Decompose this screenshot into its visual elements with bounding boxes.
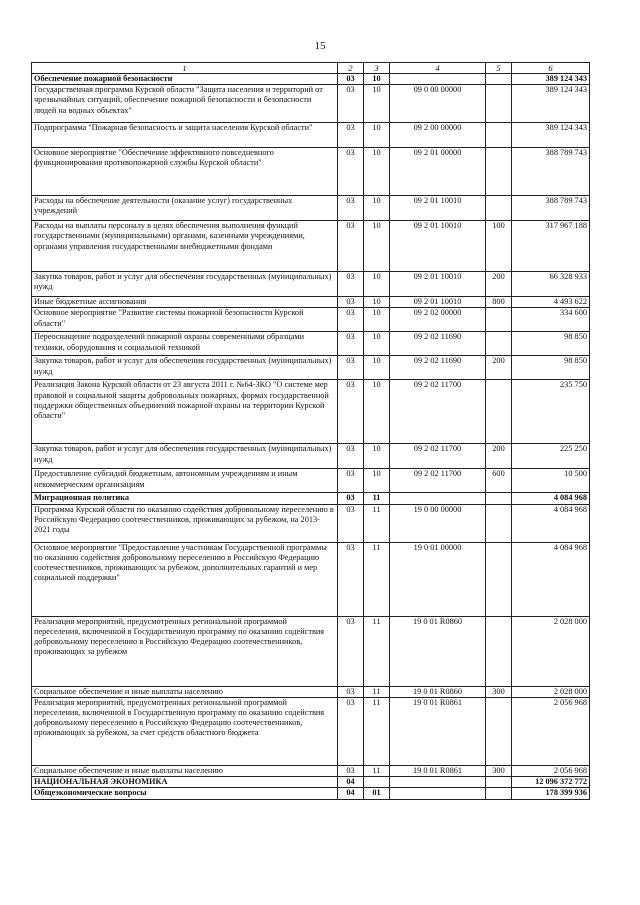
row-name: Общеэкономические вопросы [32, 788, 338, 800]
row-target-article: 09 2 01 00000 [390, 148, 486, 196]
row-amount: 2 056 968 [512, 697, 590, 765]
column-header-4: 4 [390, 63, 486, 74]
table-header-row [32, 63, 590, 74]
row-amount: 2 028 000 [512, 686, 590, 697]
row-razdel: 03 [338, 542, 364, 616]
row-name: Реализация мероприятий, предусмотренных региональной программой переселения, включенной в Государственную программу по оказанию содействия добровольному переселению в Российскую Федерацию соотечественников, проживающих за рубежом [32, 616, 338, 686]
table-row [32, 765, 590, 776]
row-target-article: 19 0 01 R0861 [390, 765, 486, 776]
table-row [32, 308, 590, 332]
row-expense-type: 200 [486, 272, 512, 297]
row-expense-type [486, 85, 512, 123]
row-podrazdel: 10 [364, 74, 390, 85]
row-amount: 4 084 968 [512, 542, 590, 616]
row-target-article: 09 2 01 10010 [390, 221, 486, 272]
row-razdel: 03 [338, 123, 364, 148]
table-row [32, 297, 590, 308]
row-expense-type [486, 332, 512, 356]
row-podrazdel: 11 [364, 542, 390, 616]
row-razdel: 03 [338, 85, 364, 123]
row-razdel: 03 [338, 469, 364, 493]
row-target-article: 09 2 01 10010 [390, 297, 486, 308]
row-name: Закупка товаров, работ и услуг для обеспечения государственных (муниципальных) нужд [32, 444, 338, 469]
table-row [32, 85, 590, 123]
row-target-article: 09 2 02 11700 [390, 444, 486, 469]
row-target-article: 09 2 02 11690 [390, 332, 486, 356]
row-expense-type [486, 196, 512, 221]
row-amount: 389 124 343 [512, 85, 590, 123]
row-name: Переоснащение подразделений пожарной охраны современными образцами техники, оборудования и социальной техникой [32, 332, 338, 356]
row-target-article: 09 0 00 00000 [390, 85, 486, 123]
row-name: Обеспечение пожарной безопасности [32, 74, 338, 85]
row-razdel: 03 [338, 765, 364, 776]
budget-table-body [32, 74, 590, 800]
row-expense-type [486, 777, 512, 788]
row-amount: 178 399 936 [512, 788, 590, 800]
row-razdel: 03 [338, 196, 364, 221]
table-row [32, 788, 590, 800]
row-target-article: 09 2 01 10010 [390, 196, 486, 221]
row-razdel: 03 [338, 308, 364, 332]
row-name: Расходы на выплаты персоналу в целях обеспечения выполнения функций государственными (муниципальными) органами, казенными учреждениями, органами управления государственными внебюджетными фондами [32, 221, 338, 272]
row-podrazdel: 10 [364, 356, 390, 380]
row-target-article: 09 2 00 00000 [390, 123, 486, 148]
table-row [32, 444, 590, 469]
row-amount: 4 084 968 [512, 504, 590, 542]
row-razdel: 03 [338, 272, 364, 297]
row-name: Программа Курской области по оказанию содействия добровольному переселению в Российскую Федерацию соотечественников, проживающих за рубежом, на 2013-2021 годы [32, 504, 338, 542]
row-expense-type: 200 [486, 444, 512, 469]
row-target-article: 19 0 00 00000 [390, 504, 486, 542]
row-target-article [390, 74, 486, 85]
row-razdel: 03 [338, 332, 364, 356]
row-razdel: 04 [338, 788, 364, 800]
row-podrazdel: 01 [364, 788, 390, 800]
row-target-article: 19 0 01 00000 [390, 542, 486, 616]
row-amount: 388 789 743 [512, 148, 590, 196]
table-row [32, 123, 590, 148]
row-expense-type: 300 [486, 686, 512, 697]
table-row [32, 777, 590, 788]
row-name: Закупка товаров, работ и услуг для обеспечения государственных (муниципальных) нужд [32, 272, 338, 297]
row-razdel: 03 [338, 297, 364, 308]
row-podrazdel: 10 [364, 308, 390, 332]
row-podrazdel: 11 [364, 504, 390, 542]
row-name: Предоставление субсидий бюджетным, автономным учреждениям и иным некоммерческим организациям [32, 469, 338, 493]
row-name: Подпрограмма "Пожарная безопасность и защита населения Курской области" [32, 123, 338, 148]
row-target-article [390, 777, 486, 788]
row-name: Расходы на обеспечение деятельности (оказание услуг) государственных учреждений [32, 196, 338, 221]
row-razdel: 03 [338, 356, 364, 380]
row-expense-type [486, 697, 512, 765]
row-name: Основное мероприятие "Предоставление участникам Государственной программы по оказанию содействия добровольному переселению в Российскую Федерацию соотечественников, проживающих за рубежом, дополнительных гарантий и мер социальной поддержки" [32, 542, 338, 616]
row-podrazdel: 10 [364, 272, 390, 297]
row-expense-type: 300 [486, 765, 512, 776]
budget-table [31, 62, 590, 800]
column-header-5: 5 [486, 63, 512, 74]
row-amount: 10 500 [512, 469, 590, 493]
row-expense-type [486, 788, 512, 800]
row-target-article: 09 2 01 10010 [390, 272, 486, 297]
row-podrazdel: 10 [364, 85, 390, 123]
row-target-article: 09 2 02 11700 [390, 380, 486, 444]
row-podrazdel [364, 777, 390, 788]
row-razdel: 03 [338, 697, 364, 765]
row-expense-type [486, 308, 512, 332]
table-row [32, 380, 590, 444]
row-amount: 389 124 343 [512, 123, 590, 148]
row-razdel: 03 [338, 221, 364, 272]
row-amount: 2 056 968 [512, 765, 590, 776]
row-expense-type: 600 [486, 469, 512, 493]
row-expense-type [486, 493, 512, 504]
row-expense-type: 200 [486, 356, 512, 380]
row-name: Социальное обеспечение и иные выплаты населению [32, 686, 338, 697]
row-amount: 12 096 372 772 [512, 777, 590, 788]
row-razdel: 03 [338, 444, 364, 469]
row-razdel: 03 [338, 493, 364, 504]
row-target-article [390, 493, 486, 504]
row-razdel: 03 [338, 380, 364, 444]
row-expense-type [486, 504, 512, 542]
row-name: Миграционная политика [32, 493, 338, 504]
row-expense-type: 100 [486, 221, 512, 272]
row-podrazdel: 10 [364, 123, 390, 148]
row-target-article: 19 0 01 R0861 [390, 697, 486, 765]
table-row [32, 272, 590, 297]
row-podrazdel: 10 [364, 196, 390, 221]
row-amount: 389 124 343 [512, 74, 590, 85]
row-target-article: 19 0 01 R0860 [390, 616, 486, 686]
row-razdel: 03 [338, 148, 364, 196]
row-podrazdel: 10 [364, 297, 390, 308]
table-row [32, 493, 590, 504]
row-expense-type [486, 616, 512, 686]
row-podrazdel: 11 [364, 493, 390, 504]
row-razdel: 03 [338, 74, 364, 85]
row-amount: 317 967 188 [512, 221, 590, 272]
row-podrazdel: 10 [364, 221, 390, 272]
row-name: Иные бюджетные ассигнования [32, 297, 338, 308]
row-amount: 225 250 [512, 444, 590, 469]
row-expense-type [486, 74, 512, 85]
row-name: Социальное обеспечение и иные выплаты населению [32, 765, 338, 776]
row-amount: 66 328 933 [512, 272, 590, 297]
row-amount: 98 850 [512, 332, 590, 356]
row-target-article: 19 0 01 R0860 [390, 686, 486, 697]
row-amount: 4 493 622 [512, 297, 590, 308]
row-name: Реализация мероприятий, предусмотренных региональной программой переселения, включенной в Государственную программу по оказанию содействия добровольному переселению в Российскую Федерацию соотечественников, проживающих за рубежом, за счет средств областного бюджета [32, 697, 338, 765]
table-row [32, 332, 590, 356]
row-target-article: 09 2 02 00000 [390, 308, 486, 332]
table-row [32, 196, 590, 221]
row-razdel: 03 [338, 686, 364, 697]
row-name: НАЦИОНАЛЬНАЯ ЭКОНОМИКА [32, 777, 338, 788]
table-row [32, 74, 590, 85]
page-number: 15 [314, 40, 326, 52]
table-row [32, 356, 590, 380]
row-target-article: 09 2 02 11690 [390, 356, 486, 380]
table-row [32, 542, 590, 616]
column-header-1: 1 [32, 63, 338, 74]
row-name: Реализация Закона Курской области от 23 августа 2011 г. №64-ЗКО "О системе мер правовой и социальной защиты добровольных пожарных, формах государственной поддержки общественных объединений пожарной охраны на территории Курской области" [32, 380, 338, 444]
row-expense-type [486, 148, 512, 196]
row-razdel: 04 [338, 777, 364, 788]
row-podrazdel: 11 [364, 616, 390, 686]
row-amount: 2 028 000 [512, 616, 590, 686]
row-target-article [390, 788, 486, 800]
row-razdel: 03 [338, 616, 364, 686]
row-podrazdel: 11 [364, 686, 390, 697]
table-row [32, 221, 590, 272]
row-name: Основное мероприятие "Обеспечение эффективного повседневного функционирования противопожарной службы Курской области" [32, 148, 338, 196]
row-podrazdel: 10 [364, 332, 390, 356]
row-expense-type [486, 542, 512, 616]
row-podrazdel: 11 [364, 697, 390, 765]
table-row [32, 469, 590, 493]
column-header-3: 3 [364, 63, 390, 74]
row-podrazdel: 10 [364, 380, 390, 444]
table-row [32, 148, 590, 196]
row-amount: 334 600 [512, 308, 590, 332]
row-amount: 235 750 [512, 380, 590, 444]
row-expense-type [486, 380, 512, 444]
row-razdel: 03 [338, 504, 364, 542]
column-header-6: 6 [512, 63, 590, 74]
table-row [32, 686, 590, 697]
row-name: Основное мероприятие "Развитие системы пожарной безопасности Курской области" [32, 308, 338, 332]
row-podrazdel: 10 [364, 148, 390, 196]
table-row [32, 504, 590, 542]
row-expense-type: 800 [486, 297, 512, 308]
row-target-article: 09 2 02 11700 [390, 469, 486, 493]
row-name: Государственная программа Курской области "Защита населения и территорий от чрезвычайных ситуаций, обеспечение пожарной безопасности и безопасности людей на водных объектах" [32, 85, 338, 123]
row-amount: 4 084 968 [512, 493, 590, 504]
row-podrazdel: 10 [364, 444, 390, 469]
table-row [32, 616, 590, 686]
table-row [32, 697, 590, 765]
row-name: Закупка товаров, работ и услуг для обеспечения государственных (муниципальных) нужд [32, 356, 338, 380]
column-header-2: 2 [338, 63, 364, 74]
row-podrazdel: 11 [364, 765, 390, 776]
row-podrazdel: 10 [364, 469, 390, 493]
row-expense-type [486, 123, 512, 148]
row-amount: 388 789 743 [512, 196, 590, 221]
row-amount: 98 850 [512, 356, 590, 380]
